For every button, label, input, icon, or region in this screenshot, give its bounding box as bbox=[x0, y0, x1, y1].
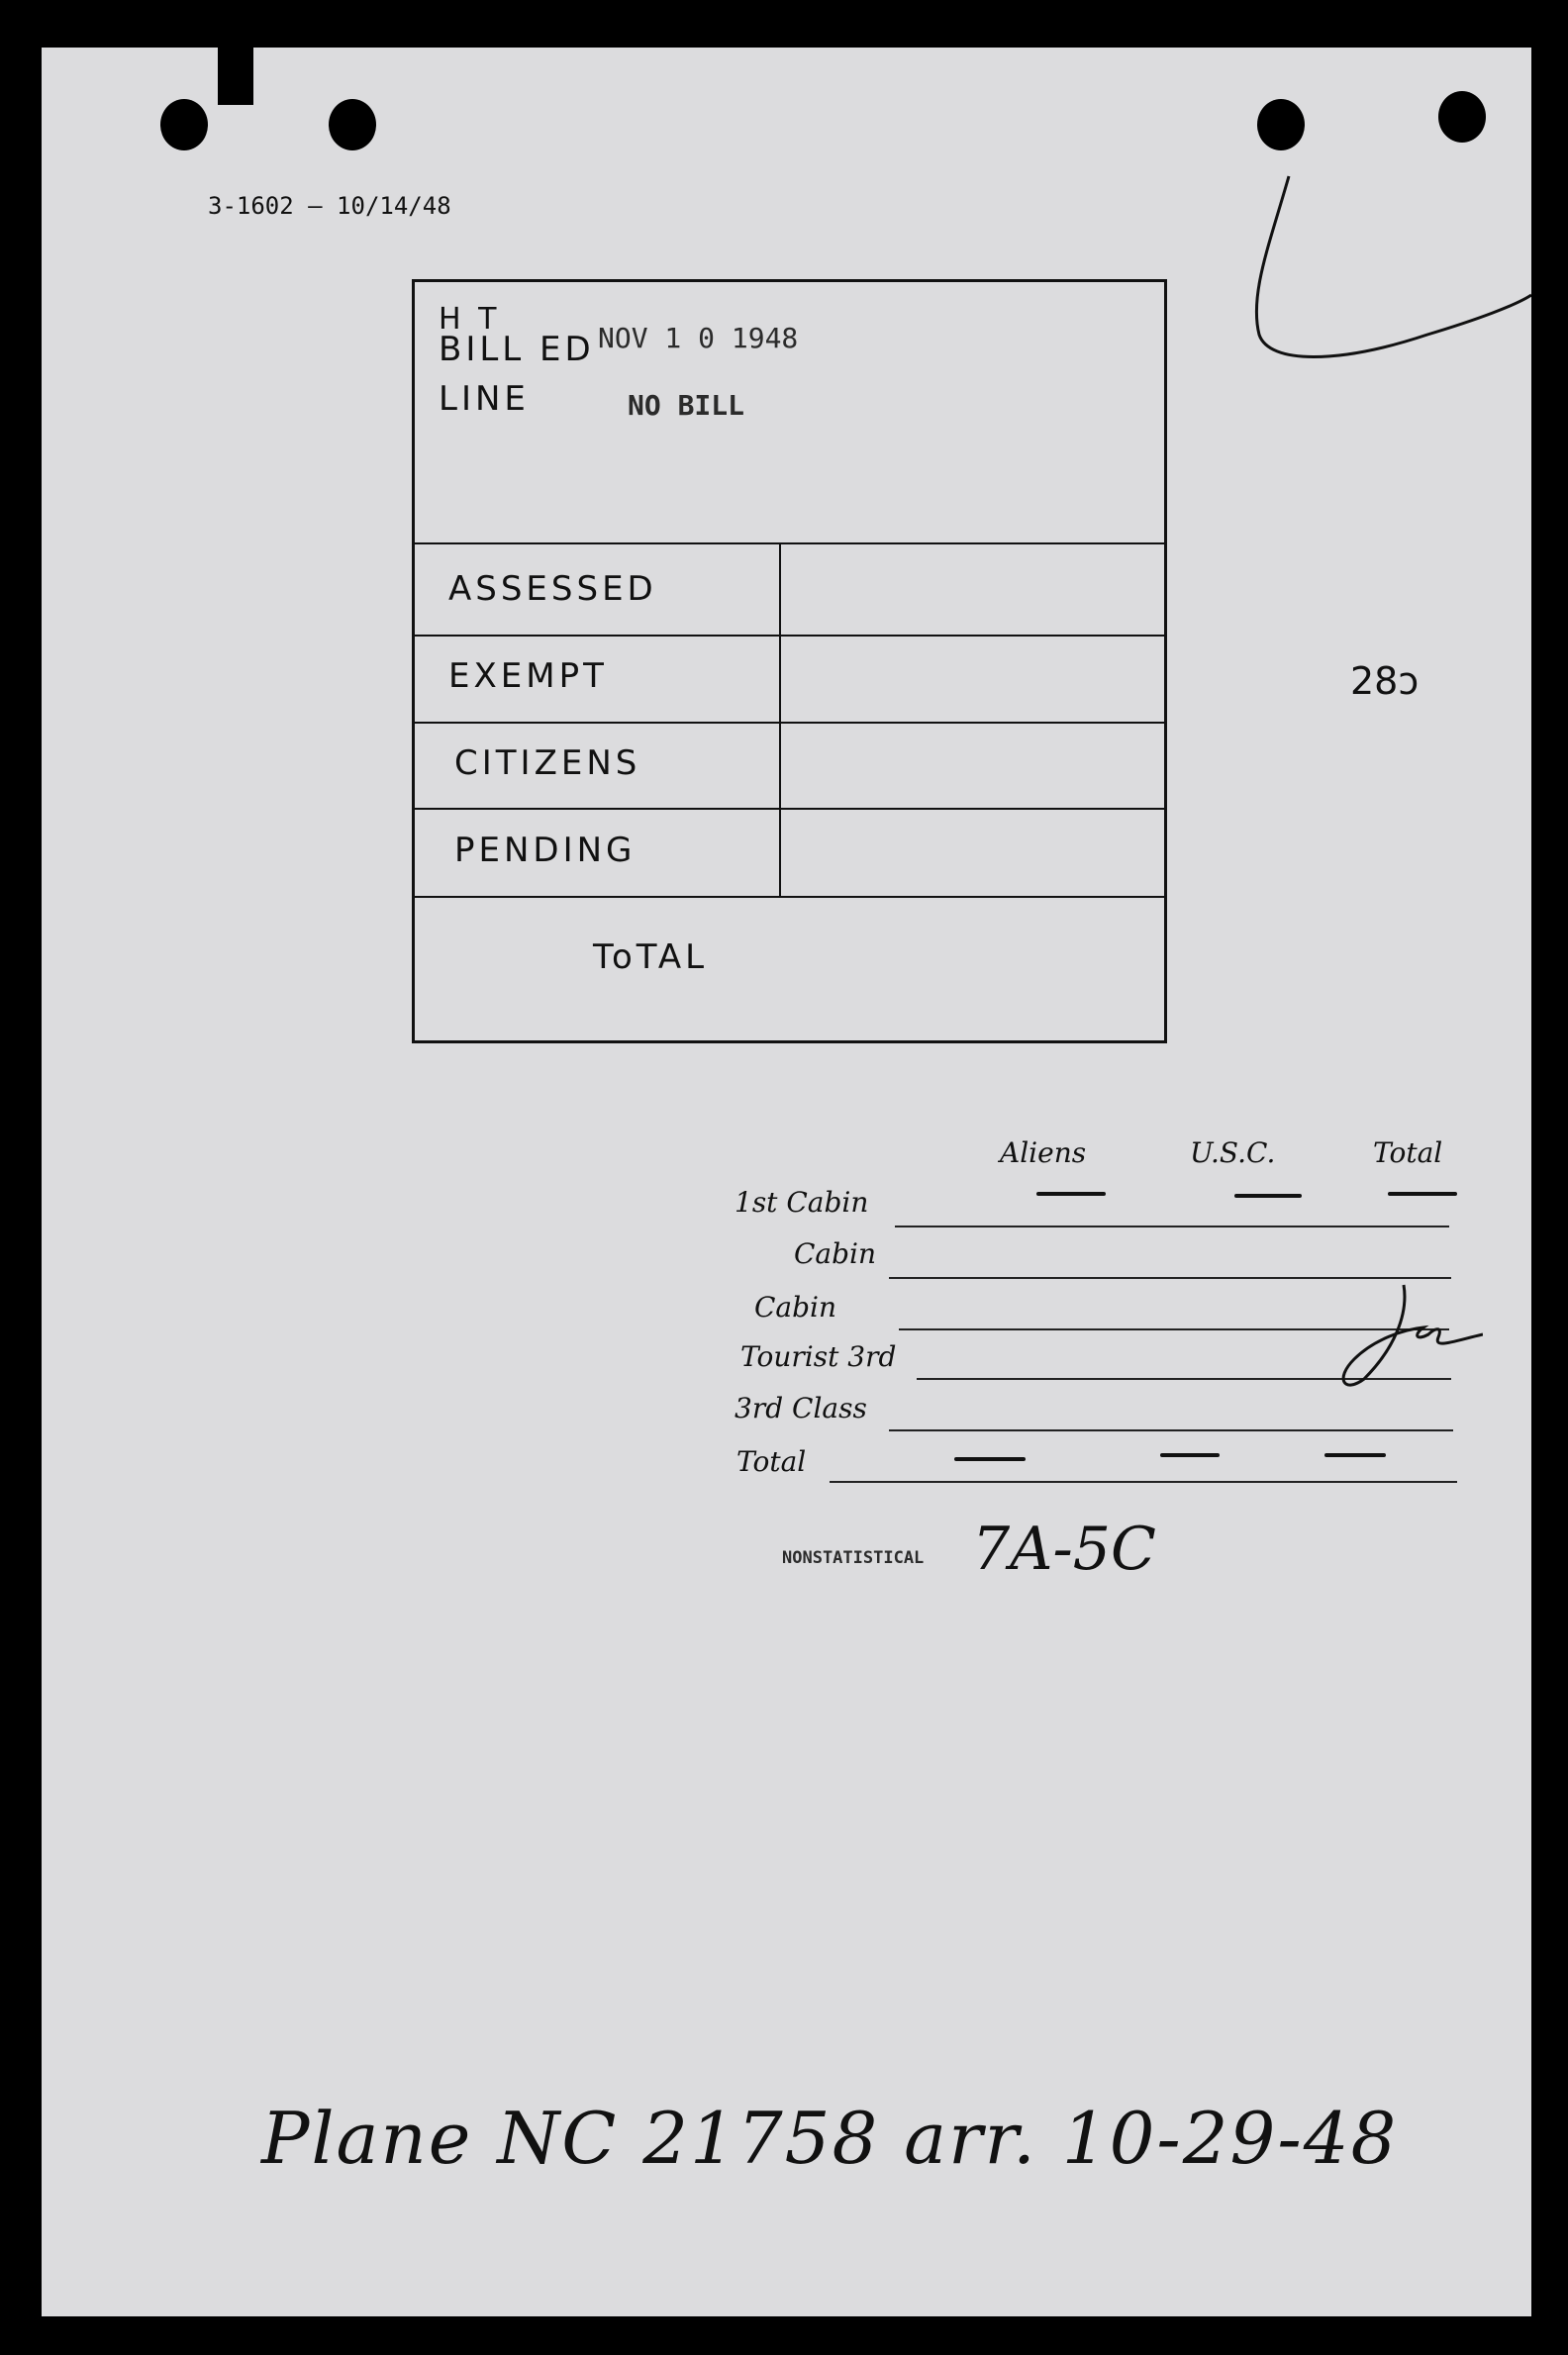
citizens-label: CITIZENS bbox=[454, 743, 641, 783]
row-total: Total bbox=[736, 1445, 807, 1478]
initials-mark bbox=[1334, 1280, 1483, 1394]
row-second-cabin bbox=[703, 1291, 836, 1324]
punch-hole-right-2 bbox=[1438, 91, 1486, 143]
pending-label: PENDING bbox=[454, 831, 637, 870]
row-cabin: Cabin bbox=[794, 1237, 877, 1270]
punch-hole-left-2 bbox=[329, 99, 376, 150]
row-1st-cabin: 1st Cabin bbox=[735, 1186, 869, 1219]
side-number: 28ɔ bbox=[1350, 659, 1420, 703]
line-label: LINE bbox=[439, 379, 530, 419]
billing-form-box bbox=[412, 279, 1167, 1043]
billed-label: BILL ED bbox=[439, 330, 595, 369]
clip-mark bbox=[218, 48, 253, 105]
ht-label: H T bbox=[439, 302, 501, 337]
document-page bbox=[42, 48, 1531, 2316]
total-label: ToTAL bbox=[593, 937, 709, 977]
col-usc: U.S.C. bbox=[1190, 1136, 1276, 1169]
pen-curve-mark bbox=[1190, 156, 1531, 374]
punch-hole-right-1 bbox=[1257, 99, 1305, 150]
nonstatistical-stamp: NONSTATISTICAL bbox=[782, 1548, 925, 1568]
col-total: Total bbox=[1373, 1136, 1443, 1169]
class-code: 7A-5C bbox=[972, 1515, 1156, 1584]
row-tourist-3rd: Tourist 3rd bbox=[740, 1340, 897, 1373]
second-cabin-label: Cabin bbox=[754, 1291, 837, 1324]
row-3rd-class: 3rd Class bbox=[735, 1392, 867, 1424]
file-reference: 3-1602 — 10/14/48 bbox=[208, 192, 451, 220]
date-stamp: NOV 1 0 1948 bbox=[598, 322, 799, 354]
punch-hole-left-1 bbox=[160, 99, 208, 150]
col-aliens: Aliens bbox=[1000, 1136, 1087, 1169]
footer-note: Plane NC 21758 arr. 10-29-48 bbox=[261, 2097, 1399, 2180]
no-bill-stamp: NO BILL bbox=[628, 389, 745, 422]
exempt-label: EXEMPT bbox=[448, 656, 608, 696]
assessed-label: ASSESSED bbox=[448, 569, 657, 609]
